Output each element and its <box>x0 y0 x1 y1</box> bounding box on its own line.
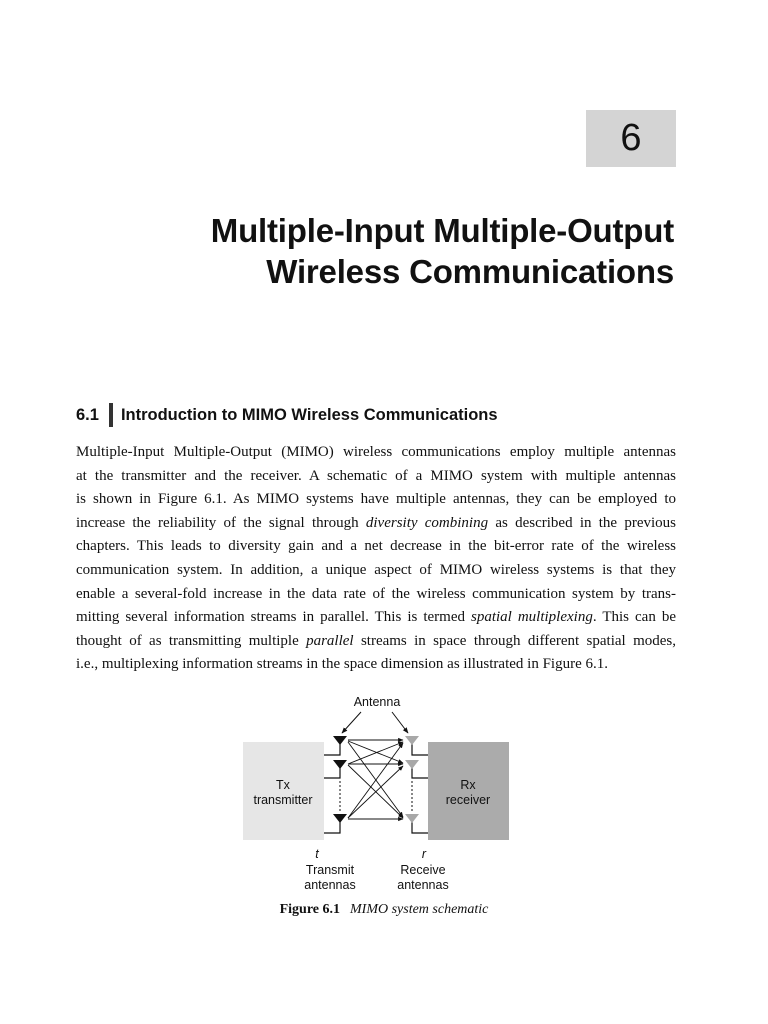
chapter-number: 6 <box>620 117 642 159</box>
paragraph-line: mitting several information streams in parallel. This is termed spatial multiplexing. This can be <box>76 609 676 626</box>
figure-caption-number: Figure 6.1 <box>279 902 340 917</box>
antenna-pointer-tx <box>342 712 361 733</box>
transmit-antenna-icon <box>333 814 347 823</box>
rx-sublabel: receiver <box>445 793 491 807</box>
emphasis-parallel: parallel <box>306 632 354 649</box>
rx-label: Rx <box>460 778 476 792</box>
paragraph-line: i.e., multiplexing information streams in the space dimension as illustrated in Figure 6.1. <box>76 656 608 673</box>
chapter-title-line-1: Multiple-Input Multiple-Output <box>210 212 674 249</box>
paragraph-line: at the transmitter and the receiver. A schematic of a MIMO system with multiple antennas <box>76 467 676 484</box>
paragraph-line: is shown in Figure 6.1. As MIMO systems have multiple antennas, they can be employed to <box>76 491 676 508</box>
figure-caption-text: MIMO system schematic <box>350 902 489 917</box>
paragraph-line: enable a several-fold increase in the data rate of the wireless communication system by trans- <box>76 585 676 602</box>
receive-antenna-icon <box>405 760 419 769</box>
antenna-label: Antenna <box>353 695 401 709</box>
emphasis-spatial-multiplexing: spatial multiplexing <box>471 609 593 626</box>
paragraph-line: communication system. In addition, a unique aspect of MIMO wireless systems is that they <box>76 561 676 578</box>
antenna-pointer-rx <box>392 712 408 733</box>
figure-caption <box>0 902 768 918</box>
transmit-antennas-sublabel: antennas <box>304 878 356 892</box>
section-number: 6.1 <box>76 405 99 424</box>
r-symbol: r <box>421 847 427 861</box>
paragraph-line: chapters. This leads to diversity gain and a net decrease in the bit-error rate of the wireless <box>76 538 676 555</box>
tx-label: Tx <box>276 778 290 792</box>
transmit-antenna-icon <box>333 736 347 745</box>
transmit-antenna-icon <box>333 760 347 769</box>
emphasis-diversity-combining: diversity combining <box>365 514 489 531</box>
chapter-title-line-2: Wireless Communications <box>266 253 674 290</box>
tx-sublabel: transmitter <box>253 793 313 807</box>
t-symbol: t <box>315 847 319 861</box>
transmit-antennas-label: Transmit <box>305 863 355 877</box>
paragraph-line: Multiple-Input Multiple-Output (MIMO) wireless communications employ multiple antennas <box>76 444 676 460</box>
receive-antennas-sublabel: antennas <box>397 878 449 892</box>
receive-antenna-icon <box>405 814 419 823</box>
receive-antenna-icon <box>405 736 419 745</box>
channel-paths <box>348 740 403 819</box>
receive-antennas-label: Receive <box>400 863 446 877</box>
paragraph-line: increase the reliability of the signal through diversity combining as described in the previous <box>76 514 676 531</box>
section-title: Introduction to MIMO Wireless Communications <box>120 405 498 424</box>
paragraph-line: thought of as transmitting multiple parallel streams in space through different spatial modes, <box>76 632 676 649</box>
